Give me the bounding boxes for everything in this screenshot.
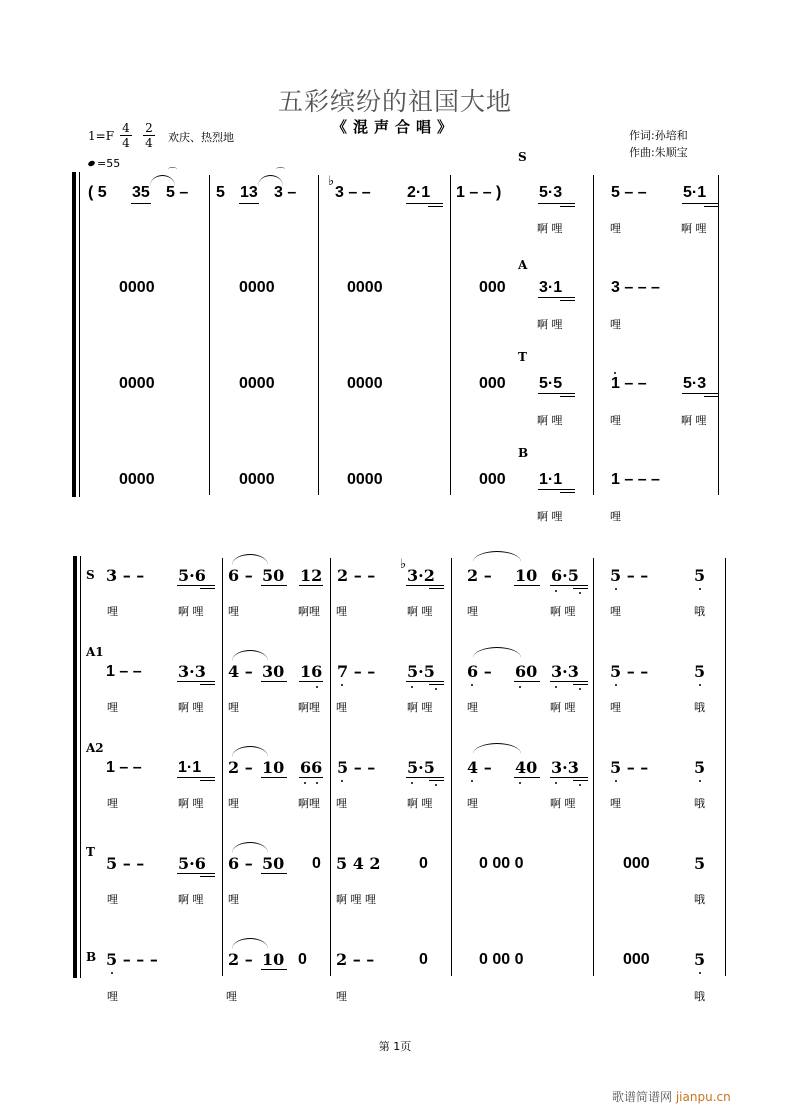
underline bbox=[177, 873, 215, 874]
system-bracket bbox=[72, 172, 76, 497]
low-octave-dot bbox=[555, 782, 557, 784]
rest: 000 bbox=[479, 279, 506, 296]
lyric: 哩 bbox=[610, 797, 621, 810]
lyric: 哩 bbox=[610, 605, 621, 618]
underline bbox=[550, 777, 588, 778]
flat-icon: ♭ bbox=[400, 557, 407, 572]
expression-marking: 欢庆、热烈地 bbox=[168, 131, 234, 144]
lyric: 哩 bbox=[228, 605, 239, 618]
note: 5·5 bbox=[539, 375, 563, 392]
underline bbox=[704, 396, 719, 397]
note: 2 – bbox=[228, 758, 253, 777]
slur bbox=[473, 551, 521, 562]
lyric: 哦 bbox=[694, 797, 705, 810]
lyric: 哦 bbox=[694, 990, 705, 1003]
note: 5 – – – bbox=[106, 950, 158, 969]
lyric: 哩 bbox=[336, 701, 347, 714]
note: 3·3 bbox=[551, 758, 579, 777]
underline bbox=[429, 588, 444, 589]
note: 2·1 bbox=[407, 184, 431, 201]
note: 5 – – bbox=[611, 184, 647, 201]
note: 5·6 bbox=[178, 854, 206, 873]
note: 5 – – bbox=[610, 758, 649, 777]
underline bbox=[538, 489, 575, 490]
lyric: 啊哩 bbox=[298, 605, 320, 618]
lyric: 哩 bbox=[467, 605, 478, 618]
slur bbox=[473, 647, 521, 658]
underline bbox=[261, 969, 287, 970]
underline bbox=[261, 681, 287, 682]
lyric: 啊 哩 bbox=[537, 414, 563, 427]
note: 35 bbox=[132, 184, 150, 201]
barline bbox=[593, 558, 594, 976]
note: 10 bbox=[262, 950, 285, 969]
underline bbox=[560, 396, 575, 397]
low-octave-dot bbox=[615, 684, 617, 686]
underline bbox=[560, 492, 575, 493]
rest: 000 bbox=[479, 375, 506, 392]
note: 3 – – bbox=[106, 566, 145, 585]
underline bbox=[682, 203, 719, 204]
note: 5 – – bbox=[610, 662, 649, 681]
underline bbox=[177, 681, 215, 682]
slur bbox=[232, 842, 268, 853]
low-octave-dot bbox=[699, 780, 701, 782]
note: 5 – – bbox=[337, 758, 376, 777]
lyric: 啊 哩 bbox=[681, 414, 707, 427]
low-octave-dot bbox=[579, 784, 581, 786]
song-subtitle: 《混声合唱》 bbox=[331, 118, 458, 136]
low-octave-dot bbox=[555, 590, 557, 592]
note: 16 bbox=[300, 662, 323, 681]
underline bbox=[261, 873, 287, 874]
lyric: 啊 哩 bbox=[407, 797, 433, 810]
low-octave-dot bbox=[699, 684, 701, 686]
underline bbox=[261, 585, 287, 586]
lyric: 啊 哩 bbox=[537, 222, 563, 235]
lyric: 啊 哩 bbox=[550, 701, 576, 714]
voice-label-alto2: A2 bbox=[86, 741, 104, 755]
rest: 0 00 0 bbox=[479, 855, 524, 872]
note: 3·2 bbox=[407, 566, 435, 585]
underline bbox=[514, 681, 540, 682]
underline bbox=[177, 585, 215, 586]
lyric: 哩 bbox=[610, 222, 621, 235]
note: 5·3 bbox=[539, 184, 563, 201]
lyric: 哩 bbox=[226, 990, 237, 1003]
barline bbox=[718, 175, 719, 495]
note: 40 bbox=[515, 758, 538, 777]
low-octave-dot bbox=[435, 688, 437, 690]
lyric: 啊 哩 bbox=[537, 318, 563, 331]
note: 1·1 bbox=[178, 759, 202, 776]
low-octave-dot bbox=[519, 686, 521, 688]
time-signature-4-4: $\frac{4}{4}$ bbox=[120, 121, 132, 150]
lyric: 哩 bbox=[336, 797, 347, 810]
voice-label-bass: B bbox=[518, 446, 529, 460]
note: 1 – – bbox=[106, 759, 142, 776]
barline bbox=[593, 175, 594, 495]
note: 12 bbox=[300, 566, 323, 585]
watermark: 歌谱简谱网 jianpu.cn bbox=[612, 1090, 731, 1104]
lyric: 哦 bbox=[694, 605, 705, 618]
note: 5 bbox=[694, 950, 706, 969]
system-bracket-line bbox=[80, 556, 81, 978]
rest: 0000 bbox=[347, 279, 383, 296]
lyric: 哦 bbox=[694, 701, 705, 714]
underline bbox=[261, 777, 287, 778]
low-octave-dot bbox=[471, 684, 473, 686]
note: 50 bbox=[262, 566, 285, 585]
lyric: 啊 哩 bbox=[178, 797, 204, 810]
lyric: 哩 bbox=[107, 893, 118, 906]
underline bbox=[538, 297, 575, 298]
underline bbox=[299, 681, 323, 682]
high-octave-dot bbox=[614, 372, 616, 374]
underline bbox=[514, 585, 540, 586]
underline bbox=[573, 588, 588, 589]
lyric: 啊 哩 bbox=[407, 701, 433, 714]
barline bbox=[451, 558, 452, 976]
rest: 0 bbox=[298, 951, 307, 968]
lyric: 哩 bbox=[107, 990, 118, 1003]
rest: 0000 bbox=[239, 375, 275, 392]
note: ( 5 bbox=[88, 184, 107, 201]
note: 1 – – – bbox=[611, 471, 660, 488]
quarter-note-icon bbox=[87, 160, 95, 167]
note: 2 – bbox=[228, 950, 253, 969]
underline bbox=[514, 777, 540, 778]
low-octave-dot bbox=[615, 588, 617, 590]
note: 6·5 bbox=[551, 566, 579, 585]
low-octave-dot bbox=[316, 686, 318, 688]
barline bbox=[725, 558, 726, 976]
rest: 0000 bbox=[119, 375, 155, 392]
lyric: 哩 bbox=[610, 510, 621, 523]
low-octave-dot bbox=[579, 592, 581, 594]
lyric: 哩 bbox=[228, 797, 239, 810]
slur bbox=[232, 650, 268, 661]
lyric: 哩 bbox=[107, 701, 118, 714]
lyric: 哦 bbox=[694, 893, 705, 906]
note: 3 – – – bbox=[611, 279, 660, 296]
low-octave-dot bbox=[411, 782, 413, 784]
voice-label-tenor: T bbox=[86, 845, 95, 859]
note: 5 bbox=[694, 854, 706, 873]
note: 4 – bbox=[228, 662, 253, 681]
composer: 作曲:朱顺宝 bbox=[629, 146, 688, 159]
underline bbox=[429, 684, 444, 685]
underline bbox=[682, 393, 719, 394]
lyric: 哩 bbox=[107, 605, 118, 618]
lyric: 啊 哩 bbox=[407, 605, 433, 618]
low-octave-dot bbox=[435, 784, 437, 786]
lyric: 哩 bbox=[228, 701, 239, 714]
lyric: 哩 bbox=[107, 797, 118, 810]
rest: 000 bbox=[479, 471, 506, 488]
low-octave-dot bbox=[111, 972, 113, 974]
low-octave-dot bbox=[579, 688, 581, 690]
fermata-icon: ⌒ bbox=[276, 168, 286, 178]
song-title: 五彩缤纷的祖国大地 bbox=[277, 87, 512, 116]
slur bbox=[232, 554, 268, 565]
low-octave-dot bbox=[304, 782, 306, 784]
fermata-icon: ⌒ bbox=[168, 168, 178, 178]
note: 1 – – ) bbox=[456, 184, 502, 201]
lyric: 哩 bbox=[336, 605, 347, 618]
low-octave-dot bbox=[519, 782, 521, 784]
rest: 000 bbox=[623, 855, 650, 872]
note: 5 bbox=[694, 758, 706, 777]
underline bbox=[239, 203, 259, 204]
low-octave-dot bbox=[699, 588, 701, 590]
note: 5·5 bbox=[407, 758, 435, 777]
underline bbox=[299, 777, 323, 778]
time-signature-2-4: $\frac{2}{4}$ bbox=[143, 121, 155, 150]
lyric: 哩 bbox=[610, 414, 621, 427]
system-bracket-line bbox=[79, 172, 80, 497]
underline bbox=[131, 203, 151, 204]
low-octave-dot bbox=[699, 972, 701, 974]
underline bbox=[550, 585, 588, 586]
underline bbox=[177, 777, 215, 778]
underline bbox=[550, 681, 588, 682]
underline bbox=[406, 681, 444, 682]
lyric: 哩 bbox=[610, 701, 621, 714]
lyric: 啊 哩 bbox=[178, 605, 204, 618]
slur bbox=[232, 938, 268, 949]
note: 5·1 bbox=[683, 184, 707, 201]
lyricist: 作词:孙培和 bbox=[629, 129, 688, 142]
slur bbox=[473, 743, 521, 754]
underline bbox=[200, 684, 215, 685]
barline bbox=[209, 175, 210, 495]
note: 7 – – bbox=[337, 662, 376, 681]
note: 2 – bbox=[467, 566, 492, 585]
low-octave-dot bbox=[615, 780, 617, 782]
note: 3·1 bbox=[539, 279, 563, 296]
note: 3 – bbox=[274, 184, 297, 201]
voice-label-soprano: S bbox=[86, 568, 95, 582]
underline bbox=[560, 206, 575, 207]
lyric: 啊哩 bbox=[298, 797, 320, 810]
rest: 0000 bbox=[239, 279, 275, 296]
note: 10 bbox=[515, 566, 538, 585]
voice-label-alto: A bbox=[518, 258, 528, 272]
rest: 0000 bbox=[347, 375, 383, 392]
slur bbox=[232, 746, 268, 757]
underline bbox=[573, 780, 588, 781]
underline bbox=[429, 780, 444, 781]
voice-label-tenor: T bbox=[518, 350, 527, 364]
note: 5 4 2 bbox=[336, 854, 381, 873]
flat-icon: ♭ bbox=[328, 174, 335, 189]
note: 66 bbox=[300, 758, 323, 777]
note: 1 – – bbox=[106, 663, 142, 680]
low-octave-dot bbox=[341, 684, 343, 686]
lyric: 哩 bbox=[467, 797, 478, 810]
note: 5·6 bbox=[178, 566, 206, 585]
note: 60 bbox=[515, 662, 538, 681]
rest: 0000 bbox=[347, 471, 383, 488]
lyric: 啊 哩 bbox=[178, 893, 204, 906]
note: 5·5 bbox=[407, 662, 435, 681]
note: 2 – – bbox=[336, 950, 375, 969]
note: 5 – bbox=[166, 184, 189, 201]
note: 5 bbox=[694, 662, 706, 681]
note: 1·1 bbox=[539, 471, 563, 488]
rest: 0000 bbox=[119, 471, 155, 488]
note: 13 bbox=[240, 184, 258, 201]
rest: 0000 bbox=[119, 279, 155, 296]
voice-label-soprano: S bbox=[518, 150, 527, 164]
key-signature: 1=F bbox=[88, 129, 115, 143]
credits bbox=[629, 127, 688, 161]
lyric: 啊哩 bbox=[298, 701, 320, 714]
note: 2 – – bbox=[337, 566, 376, 585]
underline bbox=[560, 300, 575, 301]
low-octave-dot bbox=[316, 782, 318, 784]
rest: 0 bbox=[419, 951, 428, 968]
barline bbox=[330, 558, 331, 976]
lyric: 啊 哩 bbox=[550, 797, 576, 810]
voice-label-bass: B bbox=[86, 950, 97, 964]
note: 3 – – bbox=[335, 184, 371, 201]
underline bbox=[406, 777, 444, 778]
lyric: 啊 哩 哩 bbox=[336, 893, 376, 906]
underline bbox=[200, 588, 215, 589]
lyric: 哩 bbox=[336, 990, 347, 1003]
note: 3·3 bbox=[551, 662, 579, 681]
lyric: 哩 bbox=[610, 318, 621, 331]
underline bbox=[538, 393, 575, 394]
note: 4 – bbox=[467, 758, 492, 777]
note: 5 bbox=[216, 184, 225, 201]
note: 30 bbox=[262, 662, 285, 681]
barline bbox=[450, 175, 451, 495]
underline bbox=[299, 585, 323, 586]
lyric: 啊 哩 bbox=[178, 701, 204, 714]
underline bbox=[406, 585, 444, 586]
note: 6 – bbox=[467, 662, 492, 681]
note: 1 – – bbox=[611, 375, 647, 392]
tempo-marking: =55 bbox=[88, 157, 120, 170]
page-number: 第 1页 bbox=[378, 1040, 412, 1053]
note: 5 bbox=[694, 566, 706, 585]
underline bbox=[200, 876, 215, 877]
underline bbox=[538, 203, 575, 204]
note: 10 bbox=[262, 758, 285, 777]
voice-label-alto1: A1 bbox=[86, 645, 104, 659]
low-octave-dot bbox=[341, 780, 343, 782]
low-octave-dot bbox=[411, 686, 413, 688]
underline bbox=[704, 206, 719, 207]
note: 5 – – bbox=[106, 854, 145, 873]
barline bbox=[222, 558, 223, 976]
rest: 0 00 0 bbox=[479, 951, 524, 968]
lyric: 哩 bbox=[467, 701, 478, 714]
low-octave-dot bbox=[471, 780, 473, 782]
rest: 0 bbox=[419, 855, 428, 872]
note: 50 bbox=[262, 854, 285, 873]
low-octave-dot bbox=[555, 686, 557, 688]
lyric: 哩 bbox=[228, 893, 239, 906]
rest: 0 bbox=[312, 855, 321, 872]
underline bbox=[406, 203, 443, 204]
underline bbox=[428, 206, 443, 207]
note: 5 – – bbox=[610, 566, 649, 585]
underline bbox=[573, 684, 588, 685]
barline bbox=[318, 175, 319, 495]
lyric: 啊 哩 bbox=[681, 222, 707, 235]
system-bracket bbox=[73, 556, 77, 978]
rest: 000 bbox=[623, 951, 650, 968]
underline bbox=[200, 780, 215, 781]
lyric: 啊 哩 bbox=[537, 510, 563, 523]
lyric: 啊 哩 bbox=[550, 605, 576, 618]
rest: 0000 bbox=[239, 471, 275, 488]
note: 6 – bbox=[228, 566, 253, 585]
note: 3·3 bbox=[178, 662, 206, 681]
note: 5·3 bbox=[683, 375, 707, 392]
note: 6 – bbox=[228, 854, 253, 873]
